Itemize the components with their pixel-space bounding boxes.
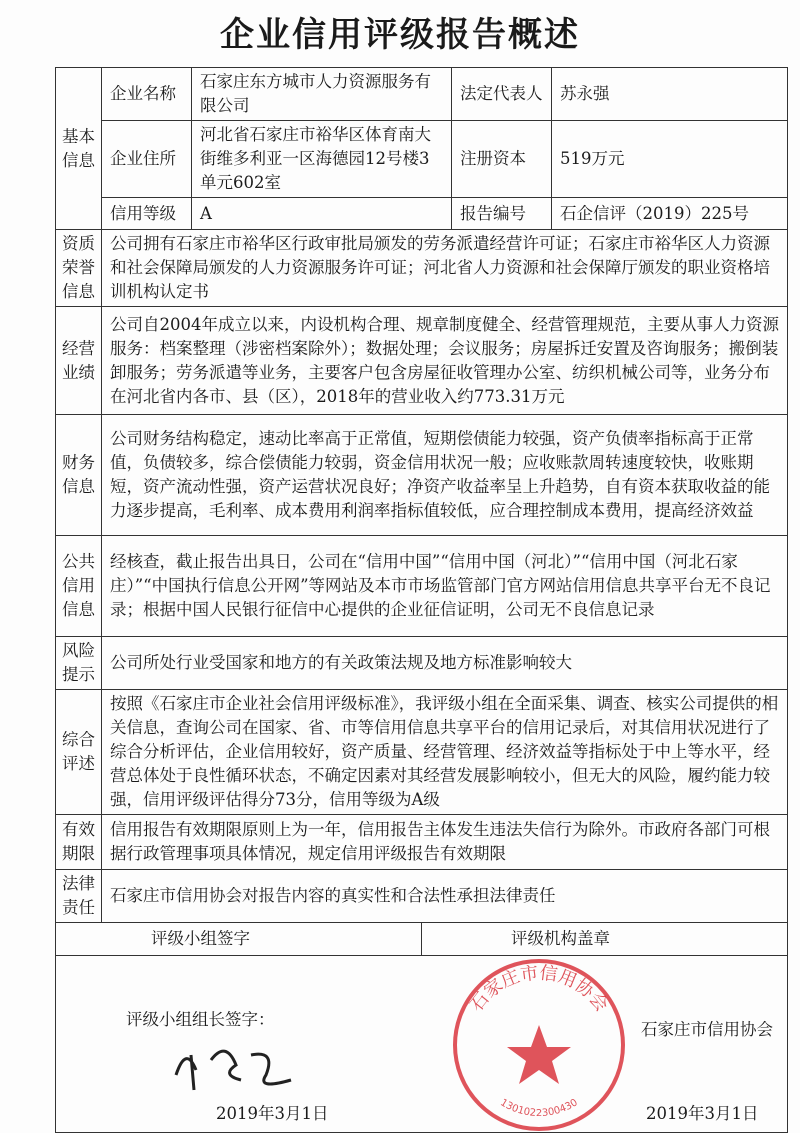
signature-area [55, 923, 788, 1133]
section-text: 按照《石家庄市企业社会信用评级标准》，我评级小组在全面采集、调查、核实公司提供的相关信息，查询公司在国家、省、市等信用信息共享平台的信用记录后，对其信用状况进行了综合分析评估，企业信用较好，资产质量、经营管理、经济效益等指标处于中上等水平，经营总体处于良性循环状态，不确定因素对其经营发展影响较小，但无大的风险，履约能力较强，信用评级评估得分73分，信用等级为A级 [102, 690, 788, 815]
address-label: 企业住所 [102, 121, 192, 198]
svg-text:1301022300430 [498, 1097, 580, 1119]
grade-label: 信用等级 [102, 198, 192, 230]
legal-rep-label: 法定代表人 [452, 68, 552, 121]
section-label-basic: 基本信息 [56, 68, 102, 230]
signature-divider [421, 923, 422, 955]
section-text: 经核查，截止报告出具日，公司在“信用中国”“信用中国（河北）”“信用中国（河北石家庄）”“中国执行信息公开网”等网站及本市市场监管部门官方网站信用信息共享平台无不良记录；根据中国人民银行征信中心提供的企业征信证明，公司无不良信息记录 [102, 536, 788, 637]
report-no-label: 报告编号 [452, 198, 552, 230]
section-label: 有效期限 [56, 815, 102, 870]
section-label: 公共信用信息 [56, 536, 102, 637]
seal-text: 石家庄市信用协会 [465, 962, 613, 1016]
seal-code: 1301022300430 [498, 1097, 580, 1120]
capital-label: 注册资本 [452, 121, 552, 198]
org-stamp-header: 评级机构盖章 [511, 929, 610, 948]
org-name: 石家庄市信用协会 [641, 1020, 773, 1039]
page-title: 企业信用评级报告概述 [220, 15, 580, 55]
section-text: 公司所处行业受国家和地方的有关政策法规及地方标准影响较大 [102, 637, 788, 690]
grade: A [192, 198, 452, 230]
leader-signature-label: 评级小组组长签字： [126, 1010, 275, 1029]
section-text: 信用报告有效期限原则上为一年，信用报告主体发生违法失信行为除外。市政府各部门可根据行政管理事项具体情况，规定信用评级报告有效期限 [102, 815, 788, 870]
section-text: 公司财务结构稳定，速动比率高于正常值，短期偿债能力较强，资产负债率指标高于正常值，负债较多，综合偿债能力较弱，资金信用状况一般；应收账款周转速度较快，收账期短，资产流动性强，资产运营状况良好；净资产收益率呈上升趋势，自有资本获取收益的能力逐步提高，毛利率、成本费用利润率指标值较低，应合理控制成本费用，提高经济效益 [102, 415, 788, 536]
address: 河北省石家庄市裕华区体育南大街维多利亚一区海德园12号楼3单元602室 [192, 121, 452, 198]
section-label: 资质荣誉信息 [56, 230, 102, 307]
section-text: 公司拥有石家庄市裕华区行政审批局颁发的劳务派遣经营许可证；石家庄市裕华区人力资源和社会保障局颁发的人力资源服务许可证；河北省人力资源和社会保障厅颁发的职业资格培训机构认定书 [102, 230, 788, 307]
section-label: 财务信息 [56, 415, 102, 536]
section-label: 综合评述 [56, 690, 102, 815]
svg-text:石家庄市信用协会 [466, 963, 612, 1016]
legal-rep: 苏永强 [552, 68, 788, 121]
section-label: 法律责任 [56, 870, 102, 923]
report-no: 石企信评（2019）225号 [552, 198, 788, 230]
section-label: 风险提示 [56, 637, 102, 690]
official-seal [451, 957, 627, 1133]
report-table [55, 67, 788, 923]
org-date: 2019年3月1日 [646, 1104, 759, 1123]
team-date: 2019年3月1日 [216, 1104, 329, 1123]
team-signature-header: 评级小组签字 [151, 929, 250, 948]
section-label: 经营业绩 [56, 307, 102, 415]
company-name: 石家庄东方城市人力资源服务有限公司 [192, 68, 452, 121]
section-text: 公司自2004年成立以来，内设机构合理、规章制度健全、经营管理规范，主要从事人力资源服务：档案整理（涉密档案除外）；数据处理；会议服务；房屋拆迁安置及咨询服务；搬倒装卸服务；劳务派遣等业务，主要客户包含房屋征收管理办公室、纺织机械公司等，业务分布在河北省内各市、县（区），2018年的营业收入约773.31万元 [102, 307, 788, 415]
company-name-label: 企业名称 [102, 68, 192, 121]
handwritten-signature [166, 1035, 306, 1095]
capital: 519万元 [552, 121, 788, 198]
section-text: 石家庄市信用协会对报告内容的真实性和合法性承担法律责任 [102, 870, 788, 923]
